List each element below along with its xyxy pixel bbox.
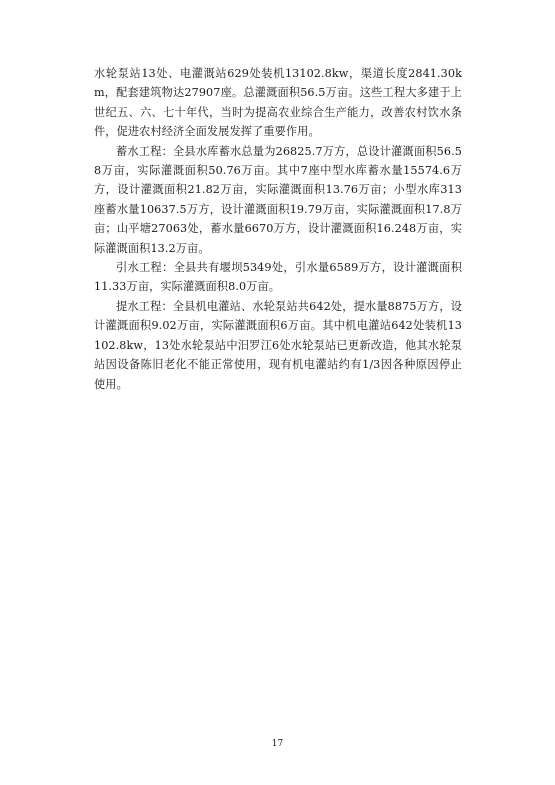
page-number: 17: [271, 739, 284, 749]
paragraph-project-overview: 水轮泵站13处、电灌溉站629处装机13102.8kw，渠道长度2841.30km，配套建筑物达27907座。总灌溉面积56.5万亩。这些工程大多建于上世纪五、六、七十年代，当时为提高农业综合生产能力，改善农村饮水条件，促进农村经济全面发展发挥了重要作用。: [94, 67, 462, 139]
body-text: [94, 64, 462, 394]
paragraph-storage-works: 蓄水工程：全县水库蓄水总量为26825.7万方，总设计灌溉面积56.58万亩，实际灌溉面积50.76万亩。其中7座中型水库蓄水量15574.6万方，设计灌溉面积21.82万亩，实际灌溉面积13.76万亩；小型水库313座蓄水量10637.5万方，设计灌溉面积19.79万亩，实际灌溉面积17.8万亩；山平塘27063处，蓄水量6670万方，设计灌溉面积16.248万亩，实际灌溉面积13.2万亩。: [94, 144, 462, 255]
paragraph-diversion-works: 引水工程：全县共有堰坝5349处，引水量6589万方，设计灌溉面积11.33万亩，实际灌溉面积8.0万亩。: [94, 261, 462, 294]
paragraph-lifting-works: 提水工程：全县机电灌站、水轮泵站共642处，提水量8875万方，设计灌溉面积9.02万亩，实际灌溉面积6万亩。其中机电灌站642处装机13102.8kw，13处水轮泵站中汨罗江6处水轮泵站已更新改造，他其水轮泵站因设备陈旧老化不能正常使用，现有机电灌站约有1/3因各种原因停止使用。: [94, 299, 462, 391]
